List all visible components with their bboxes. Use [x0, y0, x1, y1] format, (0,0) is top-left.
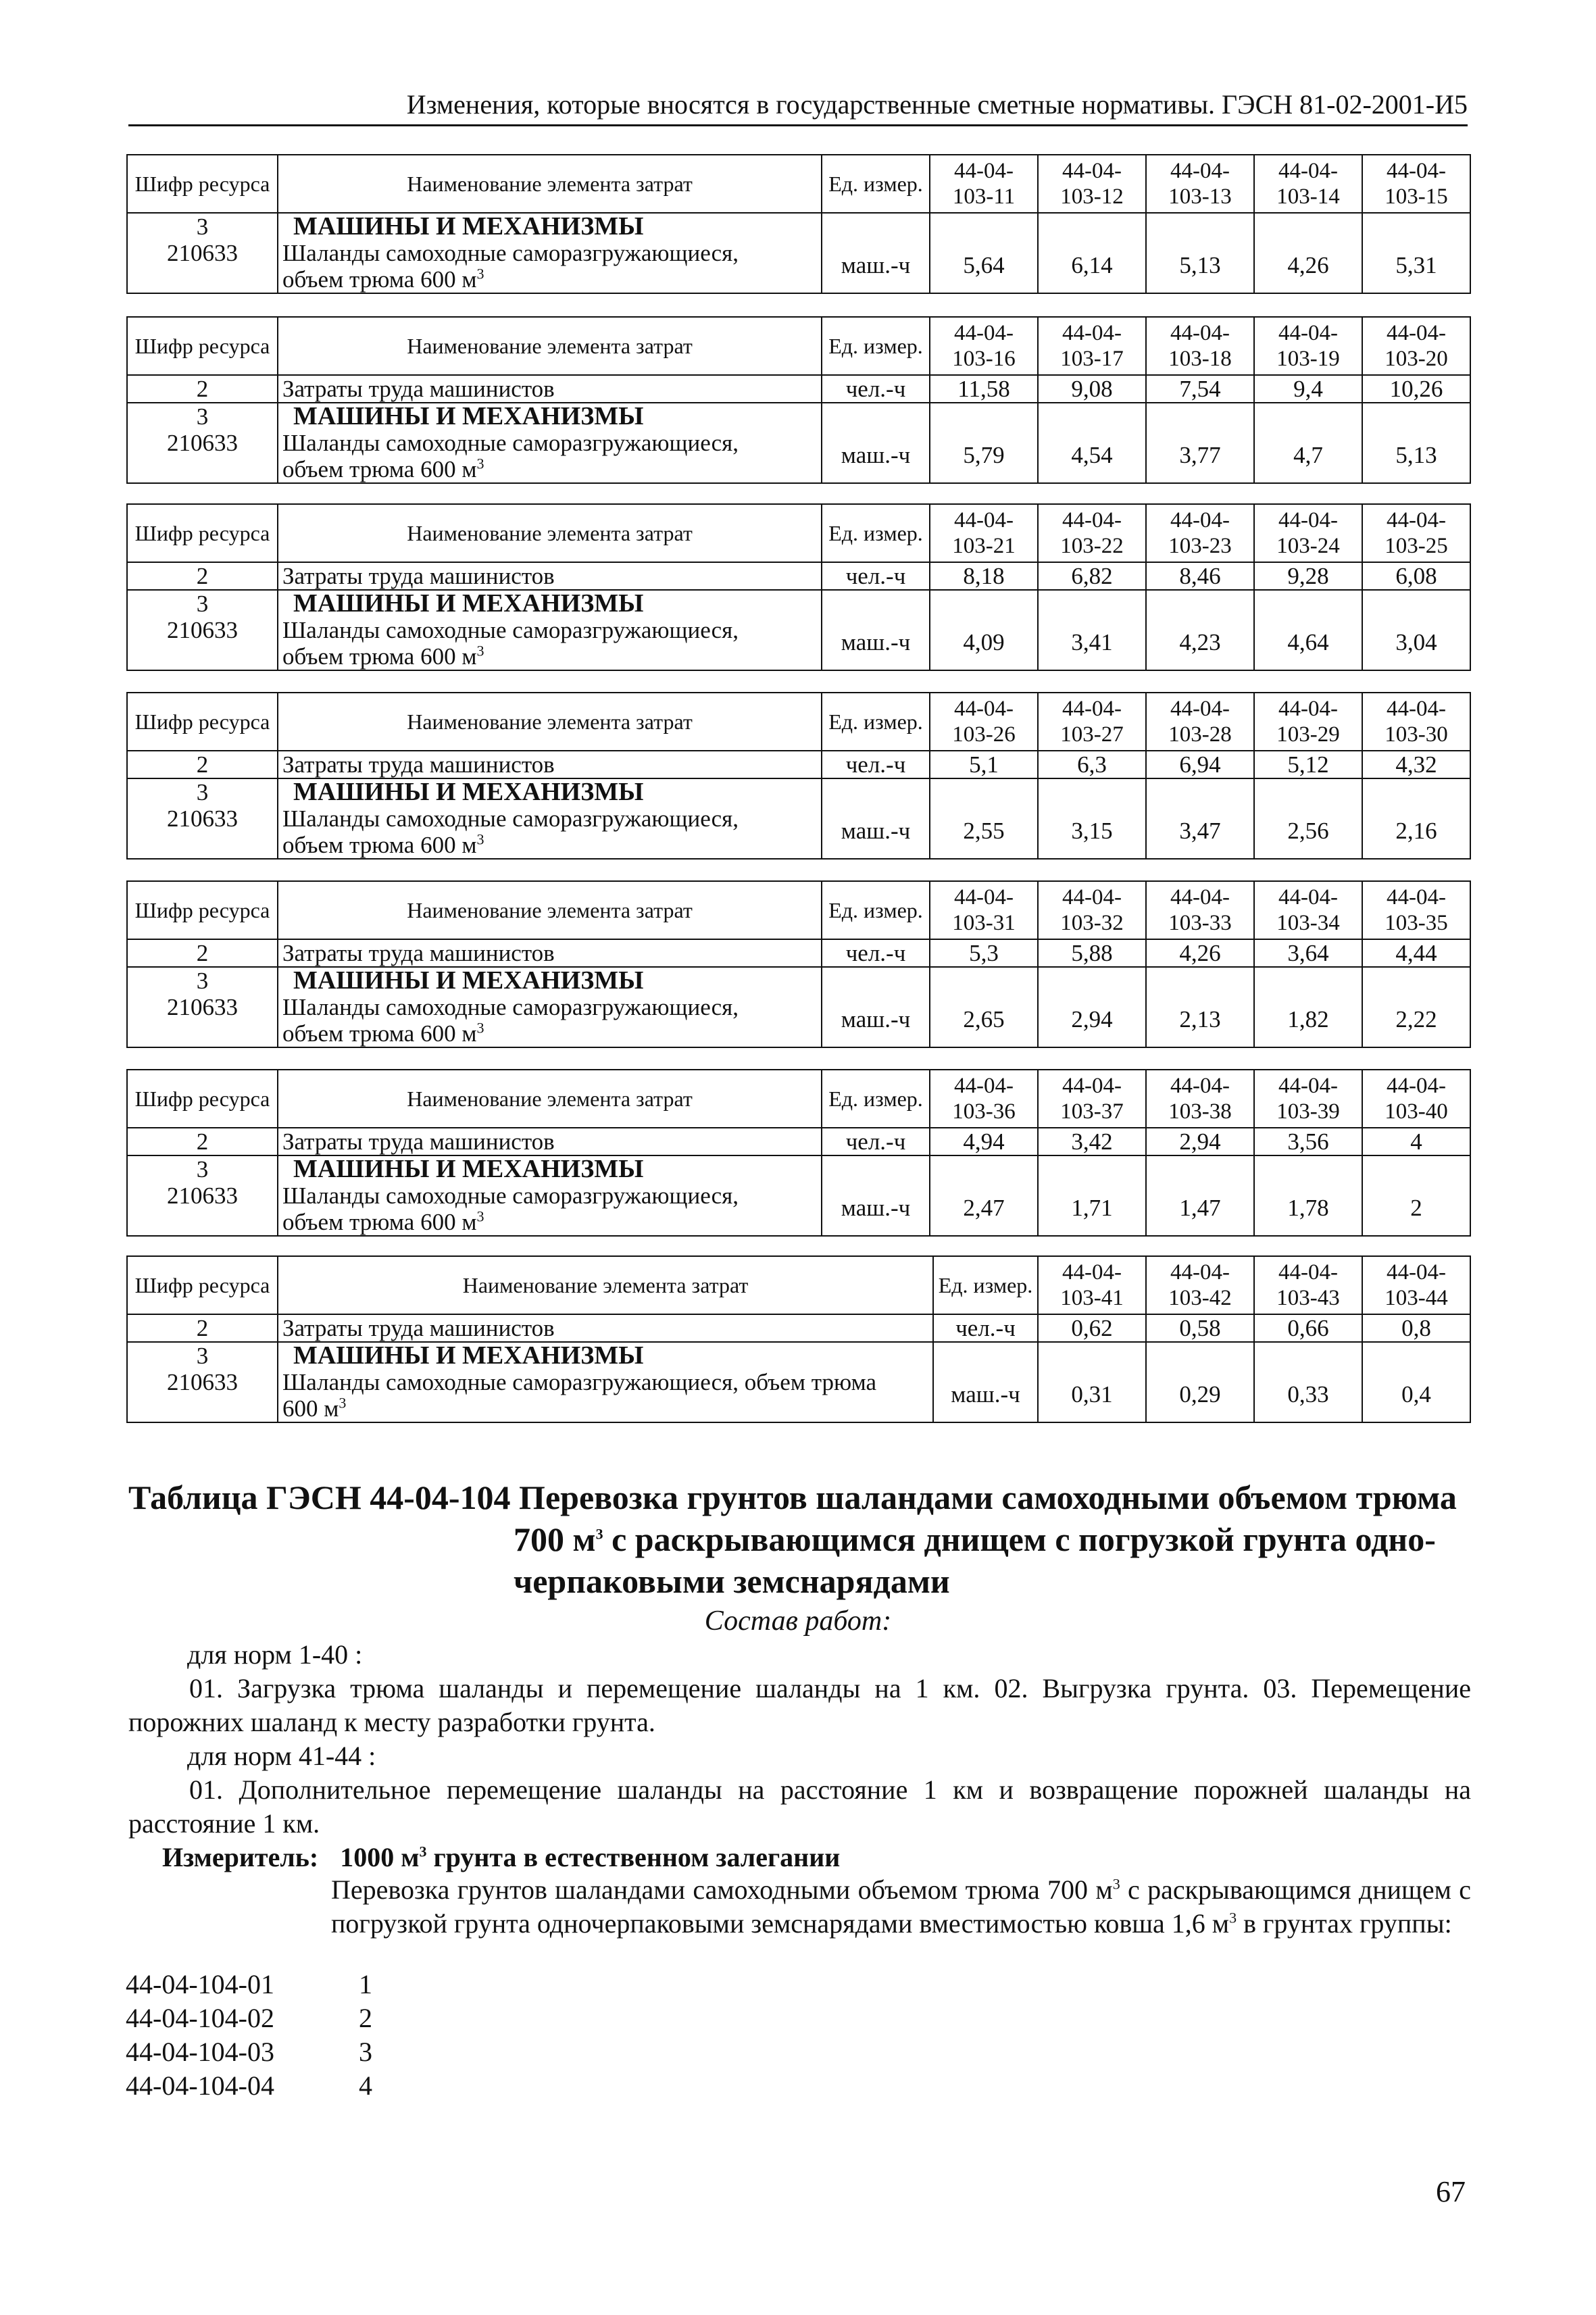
labor-value: 3,64: [1254, 939, 1362, 967]
norm-code-header: 44-04- 103-15: [1362, 155, 1470, 213]
norm-code-header: 44-04- 103-14: [1254, 155, 1362, 213]
machine-value: 3,77: [1146, 403, 1254, 483]
labor-code: 2: [127, 751, 278, 778]
machine-value: 2,22: [1362, 967, 1470, 1047]
labor-code: 2: [127, 562, 278, 590]
norm-code-header: 44-04- 103-28: [1146, 693, 1254, 751]
norm-table: [126, 1255, 1471, 1423]
machine-value: 3,04: [1362, 590, 1470, 670]
labor-value: 5,3: [930, 939, 1038, 967]
machine-codes: 3 210633: [127, 1342, 278, 1422]
machine-unit: маш.-ч: [822, 403, 930, 483]
machine-name: [278, 590, 822, 670]
labor-code: 2: [127, 375, 278, 403]
norm-code-header: 44-04- 103-30: [1362, 693, 1470, 751]
machine-value: 5,13: [1146, 213, 1254, 293]
norm-table: [126, 316, 1471, 484]
for-norms-1-40: для норм 1-40 :: [187, 1639, 363, 1670]
section-title: МАШИНЫ И МЕХАНИЗМЫ: [293, 590, 644, 618]
resource-code-header: Шифр ресурса: [127, 693, 278, 751]
machine-value: 2,47: [930, 1155, 1038, 1236]
table-title-line-3: черпаковыми земснарядами: [514, 1562, 950, 1600]
norm-code-header: 44-04- 103-16: [930, 317, 1038, 375]
norm-code-header: 44-04- 103-12: [1038, 155, 1146, 213]
machine-value: 4,23: [1146, 590, 1254, 670]
norm-code-header: 44-04- 103-38: [1146, 1070, 1254, 1128]
labor-value: 6,3: [1038, 751, 1146, 778]
norm-code-header: 44-04- 103-33: [1146, 881, 1254, 939]
labor-value: 11,58: [930, 375, 1038, 403]
labor-value: 9,28: [1254, 562, 1362, 590]
unit-header: Ед. измер.: [822, 881, 930, 939]
machine-row: [127, 778, 1470, 859]
unit-header: Ед. измер.: [822, 504, 930, 562]
labor-code: 2: [127, 939, 278, 967]
machine-row: [127, 967, 1470, 1047]
resource-code-header: Шифр ресурса: [127, 317, 278, 375]
machine-value: 3,41: [1038, 590, 1146, 670]
norm-code-header: 44-04- 103-43: [1254, 1256, 1362, 1314]
labor-value: 4,44: [1362, 939, 1470, 967]
section-title: МАШИНЫ И МЕХАНИЗМЫ: [293, 403, 644, 430]
labor-value: 8,18: [930, 562, 1038, 590]
barge-name: Шаланды самоходные саморазгружающиеся, объем трюма 600 $м^3$: [282, 1369, 877, 1422]
machine-value: 4,54: [1038, 403, 1146, 483]
norm-code-header: 44-04- 103-40: [1362, 1070, 1470, 1128]
table-header-row: [127, 1256, 1470, 1314]
machine-value: 2,65: [930, 967, 1038, 1047]
labor-name: Затраты труда машинистов: [278, 1128, 822, 1155]
unit-header: Ед. измер.: [822, 1070, 930, 1128]
labor-name: Затраты труда машинистов: [278, 751, 822, 778]
cost-element-header: Наименование элемента затрат: [278, 504, 822, 562]
section-title: МАШИНЫ И МЕХАНИЗМЫ: [293, 1155, 644, 1183]
norm-code-header: 44-04- 103-34: [1254, 881, 1362, 939]
machine-codes: 3 210633: [127, 778, 278, 859]
labor-row: [127, 939, 1470, 967]
machine-value: 6,14: [1038, 213, 1146, 293]
norm-code-header: 44-04- 103-27: [1038, 693, 1146, 751]
machine-value: 1,47: [1146, 1155, 1254, 1236]
norm-code-row: 44-04-104-02 2: [126, 2003, 372, 2033]
machine-row: [127, 213, 1470, 293]
labor-name: Затраты труда машинистов: [278, 562, 822, 590]
labor-name: Затраты труда машинистов: [278, 375, 822, 403]
machine-row: [127, 1155, 1470, 1236]
norm-table: [126, 1069, 1471, 1237]
norm-code-header: 44-04- 103-42: [1146, 1256, 1254, 1314]
barge-name: Шаланды самоходные саморазгружающиеся, объем трюма 600 $м^3$: [282, 240, 739, 293]
section-title: МАШИНЫ И МЕХАНИЗМЫ: [293, 1342, 644, 1370]
machine-value: 3,47: [1146, 778, 1254, 859]
resource-code-header: Шифр ресурса: [127, 881, 278, 939]
norm-code-header: 44-04- 103-17: [1038, 317, 1146, 375]
norm-code-header: 44-04- 103-37: [1038, 1070, 1146, 1128]
machine-value: 2,16: [1362, 778, 1470, 859]
machine-row: [127, 403, 1470, 483]
norm-code-row: 44-04-104-03 3: [126, 2037, 372, 2067]
machine-codes: 3 210633: [127, 1155, 278, 1236]
table-title-line-2: 700 $м^3$ с раскрывающимся днищем с погрузкой грунта одно-: [514, 1520, 1436, 1558]
labor-value: 4: [1362, 1128, 1470, 1155]
labor-value: 0,8: [1362, 1314, 1470, 1342]
norm-code-header: 44-04- 103-31: [930, 881, 1038, 939]
machine-unit: маш.-ч: [822, 1155, 930, 1236]
cost-element-header: Наименование элемента затрат: [278, 693, 822, 751]
unit-header: Ед. измер.: [933, 1256, 1038, 1314]
norm-code-header: 44-04- 103-24: [1254, 504, 1362, 562]
machine-value: 5,13: [1362, 403, 1470, 483]
machine-value: 2,94: [1038, 967, 1146, 1047]
norm-code-header: 44-04- 103-19: [1254, 317, 1362, 375]
barge-name: Шаланды самоходные саморазгружающиеся, объем трюма 600 $м^3$: [282, 805, 739, 858]
machine-name: [278, 403, 822, 483]
norm-table: [126, 880, 1471, 1048]
labor-unit: чел.-ч: [822, 939, 930, 967]
machine-value: 2: [1362, 1155, 1470, 1236]
labor-name: Затраты труда машинистов: [278, 939, 822, 967]
machine-unit: маш.-ч: [822, 213, 930, 293]
machine-value: 4,64: [1254, 590, 1362, 670]
machine-codes: 3 210633: [127, 403, 278, 483]
barge-name: Шаланды самоходные саморазгружающиеся, объем трюма 600 $м^3$: [282, 617, 739, 670]
norm-code-header: 44-04- 103-23: [1146, 504, 1254, 562]
machine-unit: маш.-ч: [933, 1342, 1038, 1422]
machine-row: [127, 1342, 1470, 1422]
table-header-row: [127, 155, 1470, 213]
table-header-row: [127, 881, 1470, 939]
unit-header: Ед. измер.: [822, 155, 930, 213]
machine-name: [278, 967, 822, 1047]
labor-value: 4,32: [1362, 751, 1470, 778]
cost-element-header: Наименование элемента затрат: [278, 155, 822, 213]
labor-value: 3,56: [1254, 1128, 1362, 1155]
norm-code-header: 44-04- 103-32: [1038, 881, 1146, 939]
norm-description: Перевозка грунтов шаландами самоходными объемом трюма 700 $м^3$ с раскрывающимся днищем с погрузкой грунта одночерпаковыми земснарядами вместимостью ковша 1,6 $м^3$ в грунтах группы:: [331, 1874, 1471, 1939]
labor-value: 5,1: [930, 751, 1038, 778]
machine-value: 5,31: [1362, 213, 1470, 293]
machine-value: 2,13: [1146, 967, 1254, 1047]
labor-value: 0,58: [1146, 1314, 1254, 1342]
table-title: [128, 1476, 1473, 1602]
norm-code-header: 44-04- 103-11: [930, 155, 1038, 213]
cost-element-header: Наименование элемента затрат: [278, 1256, 933, 1314]
labor-row: [127, 1314, 1470, 1342]
labor-unit: чел.-ч: [822, 562, 930, 590]
machine-value: 0,4: [1362, 1342, 1470, 1422]
works-list-2: 01. Дополнительное перемещение шаланды на расстояние 1 км и возвращение порожней шаланды на расстояние 1 км.: [128, 1774, 1471, 1839]
labor-code: 2: [127, 1128, 278, 1155]
barge-name: Шаланды самоходные саморазгружающиеся, объем трюма 600 $м^3$: [282, 430, 739, 482]
machine-name: [278, 1342, 933, 1422]
works-list-1: 01. Загрузка трюма шаланды и перемещение шаланды на 1 км. 02. Выгрузка грунта. 03. Перемещение порожних шаланд к месту разработки грунта.: [128, 1673, 1471, 1737]
norm-code-header: 44-04- 103-26: [930, 693, 1038, 751]
section-title: МАШИНЫ И МЕХАНИЗМЫ: [293, 967, 644, 995]
labor-value: 0,62: [1038, 1314, 1146, 1342]
norm-code-header: 44-04- 103-39: [1254, 1070, 1362, 1128]
machine-name: [278, 778, 822, 859]
norm-code-header: 44-04- 103-35: [1362, 881, 1470, 939]
machine-value: 4,7: [1254, 403, 1362, 483]
labor-unit: чел.-ч: [822, 751, 930, 778]
unit-header: Ед. измер.: [822, 693, 930, 751]
machine-value: 2,55: [930, 778, 1038, 859]
norm-code-header: 44-04- 103-22: [1038, 504, 1146, 562]
norm-code-header: 44-04- 103-36: [930, 1070, 1038, 1128]
table-header-row: [127, 317, 1470, 375]
norm-code-header: 44-04- 103-18: [1146, 317, 1254, 375]
labor-row: [127, 1128, 1470, 1155]
machine-value: 1,82: [1254, 967, 1362, 1047]
meter-line: [162, 1841, 840, 1874]
machine-value: 0,29: [1146, 1342, 1254, 1422]
resource-code-header: Шифр ресурса: [127, 1070, 278, 1128]
norm-code-header: 44-04- 103-13: [1146, 155, 1254, 213]
table-header-row: [127, 1070, 1470, 1128]
norm-code-list: [126, 1968, 372, 2103]
labor-value: 2,94: [1146, 1128, 1254, 1155]
machine-unit: маш.-ч: [822, 778, 930, 859]
labor-value: 5,12: [1254, 751, 1362, 778]
cost-element-header: Наименование элемента затрат: [278, 317, 822, 375]
machine-value: 1,71: [1038, 1155, 1146, 1236]
machine-unit: маш.-ч: [822, 967, 930, 1047]
cost-element-header: Наименование элемента затрат: [278, 881, 822, 939]
norm-code-header: 44-04- 103-44: [1362, 1256, 1470, 1314]
barge-name: Шаланды самоходные саморазгружающиеся, объем трюма 600 $м^3$: [282, 1183, 739, 1235]
machine-value: 1,78: [1254, 1155, 1362, 1236]
machine-row: [127, 590, 1470, 670]
labor-unit: чел.-ч: [933, 1314, 1038, 1342]
resource-code-header: Шифр ресурса: [127, 155, 278, 213]
norm-table: [126, 154, 1471, 294]
norm-code-header: 44-04- 103-29: [1254, 693, 1362, 751]
norm-code-header: 44-04- 103-21: [930, 504, 1038, 562]
machine-value: 0,31: [1038, 1342, 1146, 1422]
norm-table: [126, 692, 1471, 860]
table-header-row: [127, 693, 1470, 751]
norm-code-header: 44-04- 103-41: [1038, 1256, 1146, 1314]
labor-value: 5,88: [1038, 939, 1146, 967]
section-title: МАШИНЫ И МЕХАНИЗМЫ: [293, 778, 644, 806]
labor-row: [127, 562, 1470, 590]
meter-label: Измеритель:: [162, 1842, 319, 1872]
norm-code-row: 44-04-104-04 4: [126, 2070, 372, 2101]
machine-value: 4,09: [930, 590, 1038, 670]
labor-value: 10,26: [1362, 375, 1470, 403]
norm-table: [126, 503, 1471, 671]
machine-value: 5,64: [930, 213, 1038, 293]
machine-value: 5,79: [930, 403, 1038, 483]
machine-codes: 3 210633: [127, 967, 278, 1047]
page-number: 67: [1436, 2175, 1466, 2208]
cost-element-header: Наименование элемента затрат: [278, 1070, 822, 1128]
labor-value: 9,4: [1254, 375, 1362, 403]
labor-value: 3,42: [1038, 1128, 1146, 1155]
labor-unit: чел.-ч: [822, 375, 930, 403]
labor-value: 4,94: [930, 1128, 1038, 1155]
machine-value: 3,15: [1038, 778, 1146, 859]
barge-name: Шаланды самоходные саморазгружающиеся, объем трюма 600 $м^3$: [282, 994, 739, 1047]
machine-value: 4,26: [1254, 213, 1362, 293]
labor-value: 9,08: [1038, 375, 1146, 403]
labor-value: 6,94: [1146, 751, 1254, 778]
machine-codes: 3 210633: [127, 213, 278, 293]
labor-value: 0,66: [1254, 1314, 1362, 1342]
section-title: МАШИНЫ И МЕХАНИЗМЫ: [293, 213, 644, 241]
resource-code-header: Шифр ресурса: [127, 504, 278, 562]
machine-name: [278, 1155, 822, 1236]
labor-value: 6,08: [1362, 562, 1470, 590]
labor-value: 7,54: [1146, 375, 1254, 403]
machine-name: [278, 213, 822, 293]
machine-value: 2,56: [1254, 778, 1362, 859]
labor-value: 4,26: [1146, 939, 1254, 967]
machine-codes: 3 210633: [127, 590, 278, 670]
composition-label: Состав работ:: [704, 1605, 892, 1637]
for-norms-41-44: для норм 41-44 :: [187, 1741, 376, 1771]
machine-value: 0,33: [1254, 1342, 1362, 1422]
norm-code-header: 44-04- 103-20: [1362, 317, 1470, 375]
norm-code-header: 44-04- 103-25: [1362, 504, 1470, 562]
labor-unit: чел.-ч: [822, 1128, 930, 1155]
labor-name: Затраты труда машинистов: [278, 1314, 933, 1342]
labor-value: 6,82: [1038, 562, 1146, 590]
table-title-line-1: Таблица ГЭСН 44-04-104 Перевозка грунтов шаландами самоходными объемом трюма: [128, 1478, 1457, 1516]
labor-row: [127, 375, 1470, 403]
resource-code-header: Шифр ресурса: [127, 1256, 278, 1314]
norm-code-row: 44-04-104-01 1: [126, 1969, 372, 1999]
machine-unit: маш.-ч: [822, 590, 930, 670]
unit-header: Ед. измер.: [822, 317, 930, 375]
labor-code: 2: [127, 1314, 278, 1342]
labor-value: 8,46: [1146, 562, 1254, 590]
table-header-row: [127, 504, 1470, 562]
labor-row: [127, 751, 1470, 778]
running-header: Изменения, которые вносятся в государственные сметные нормативы. ГЭСН 81-02-2001-И5: [128, 86, 1468, 126]
meter-value: 1000 $м^3$ грунта в естественном залегании: [340, 1842, 841, 1872]
